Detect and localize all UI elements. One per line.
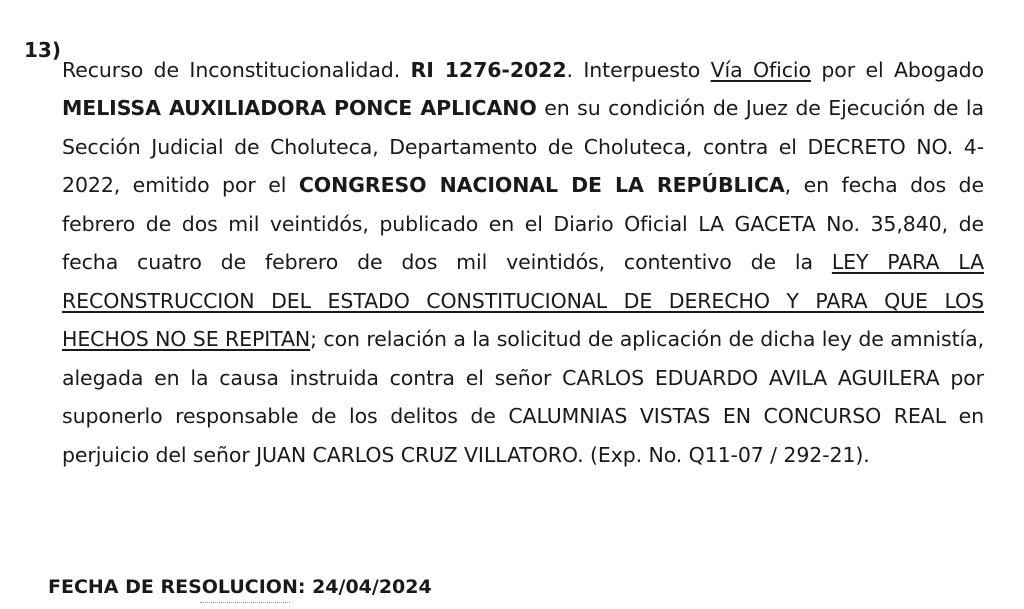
- underlined-text: Vía Oficio: [710, 57, 811, 82]
- underlined-text: LEY PARA LA RECONSTRUCCION DEL ESTADO CONSTITUCIONAL DE DERECHO Y PARA QUE LOS HECHOS NO SE REPITAN: [62, 250, 985, 351]
- bold-text: MELISSA AUXILIADORA PONCE APLICANO: [62, 96, 537, 120]
- paragraph-text: Recurso de Inconstitucionalidad.: [62, 57, 411, 82]
- paragraph-text: , en fecha dos de febrero de dos mil veintidós, publicado en el Diario Oficial LA GACETA No. 35,840, de fecha cuatro de febrero de dos mil veintidós, contentivo de la: [62, 173, 984, 274]
- paragraph-text: en su condición de Juez de Ejecución de la Sección Judicial de Choluteca, Departamento de Choluteca, contra el DECRETO NO. 4-2022, emitido por el: [62, 96, 984, 197]
- item-number: 13): [24, 38, 61, 62]
- bold-text: CONGRESO NACIONAL DE LA REPÚBLICA: [298, 173, 785, 197]
- paragraph-text: por el Abogado: [810, 57, 984, 82]
- item-paragraph: [62, 51, 984, 475]
- paragraph-text: ; con relación a la solicitud de aplicación de dicha ley de amnistía, alegada en la causa instruida contra el señor CARLOS EDUARDO AVILA AGUILERA por suponerlo responsable de los delitos de CALUMNIAS VISTAS EN CONCURSO REAL en perjuicio del señor JUAN CARLOS CRUZ VILLATORO. (Exp. No. Q11-07 / 292-21).: [62, 327, 984, 467]
- resolution-date: FECHA DE RESOLUCION: 24/04/2024: [48, 576, 432, 598]
- paragraph-text: . Interpuesto: [566, 57, 711, 82]
- bold-text: RI 1276-2022: [410, 57, 567, 82]
- resolution-item: [24, 30, 984, 495]
